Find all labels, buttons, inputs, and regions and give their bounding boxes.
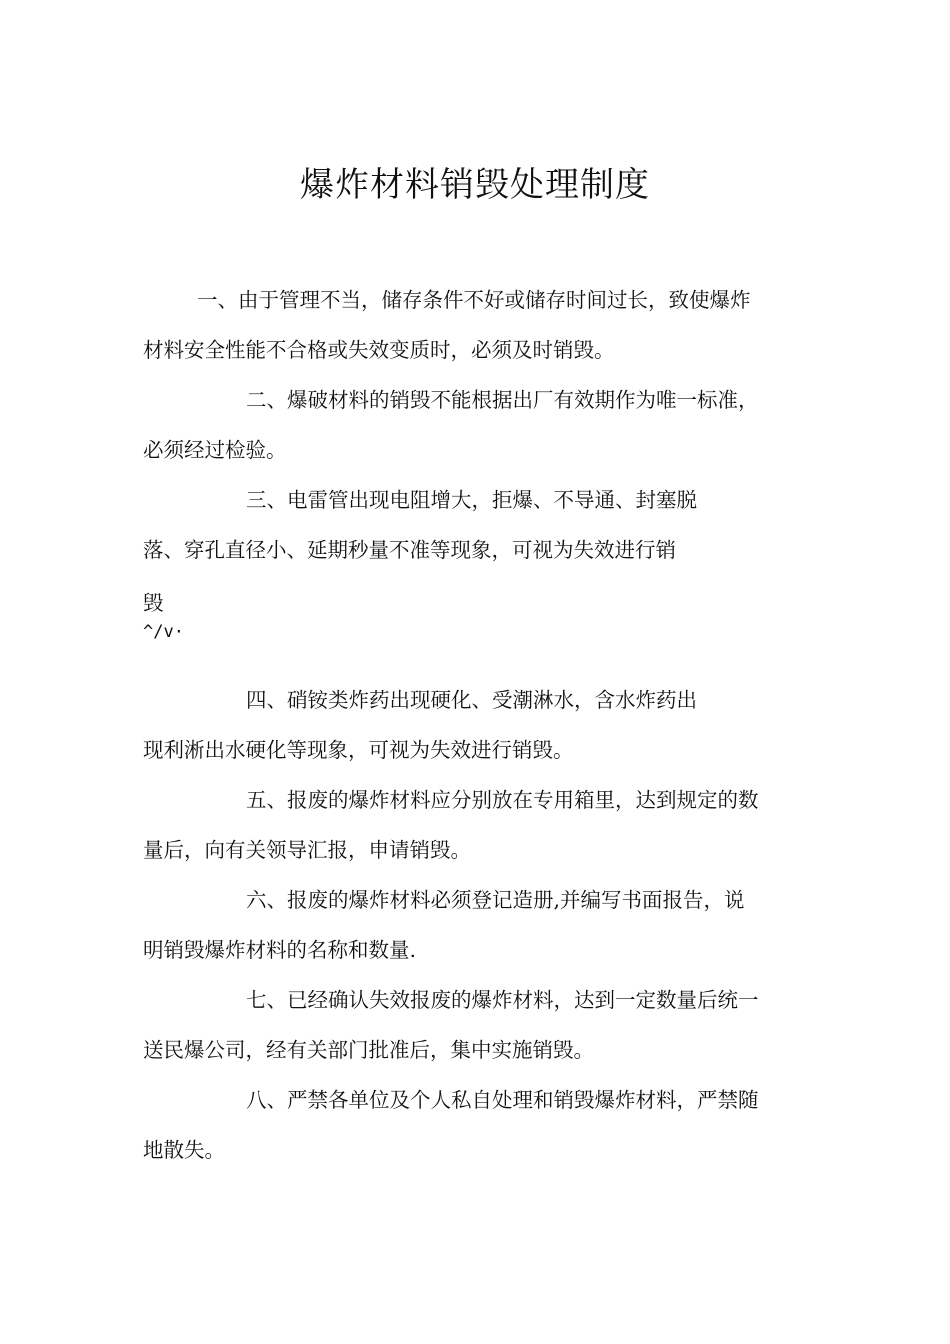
item-3-stray-marks: ^/v· xyxy=(143,622,184,642)
item-8-line-2: 地散失。 xyxy=(143,1138,225,1162)
item-3-line-3: 毁 xyxy=(143,591,164,615)
item-3-line-1: 三、电雷管出现电阻增大，拒爆、不导通、封塞脱 xyxy=(246,488,697,512)
item-5-line-2: 量后，向有关领导汇报，申请销毁。 xyxy=(143,838,471,862)
item-3-line-2: 落、穿孔直径小、延期秒量不准等现象，可视为失效进行销 xyxy=(143,538,676,562)
item-1-line-2: 材料安全性能不合格或失效变质时，必须及时销毁。 xyxy=(143,338,615,362)
item-2-line-2: 必须经过检验。 xyxy=(143,438,287,462)
item-1-line-1: 一、由于管理不当，储存条件不好或储存时间过长，致使爆炸 xyxy=(197,288,751,312)
item-4-line-2: 现利淅出水硬化等现象，可视为失效进行销毁。 xyxy=(143,738,574,762)
item-8-line-1: 八、严禁各单位及个人私自处理和销毁爆炸材料，严禁随 xyxy=(246,1088,759,1112)
item-4-line-1: 四、硝铵类炸药出现硬化、受潮淋水，含水炸药出 xyxy=(246,688,697,712)
item-5-line-1: 五、报废的爆炸材料应分别放在专用箱里，达到规定的数 xyxy=(246,788,759,812)
document-title: 爆炸材料销毁处理制度 xyxy=(300,165,650,205)
item-2-line-1: 二、爆破材料的销毁不能根据出厂有效期作为唯一标准， xyxy=(246,388,759,412)
item-7-line-2: 送民爆公司，经有关部门批准后，集中实施销毁。 xyxy=(143,1038,594,1062)
item-7-line-1: 七、已经确认失效报废的爆炸材料，达到一定数量后统一 xyxy=(246,988,759,1012)
item-6-line-1: 六、报废的爆炸材料必须登记造册,并编写书面报告，说 xyxy=(246,888,745,912)
item-6-line-2: 明销毁爆炸材料的名称和数量. xyxy=(143,938,417,962)
